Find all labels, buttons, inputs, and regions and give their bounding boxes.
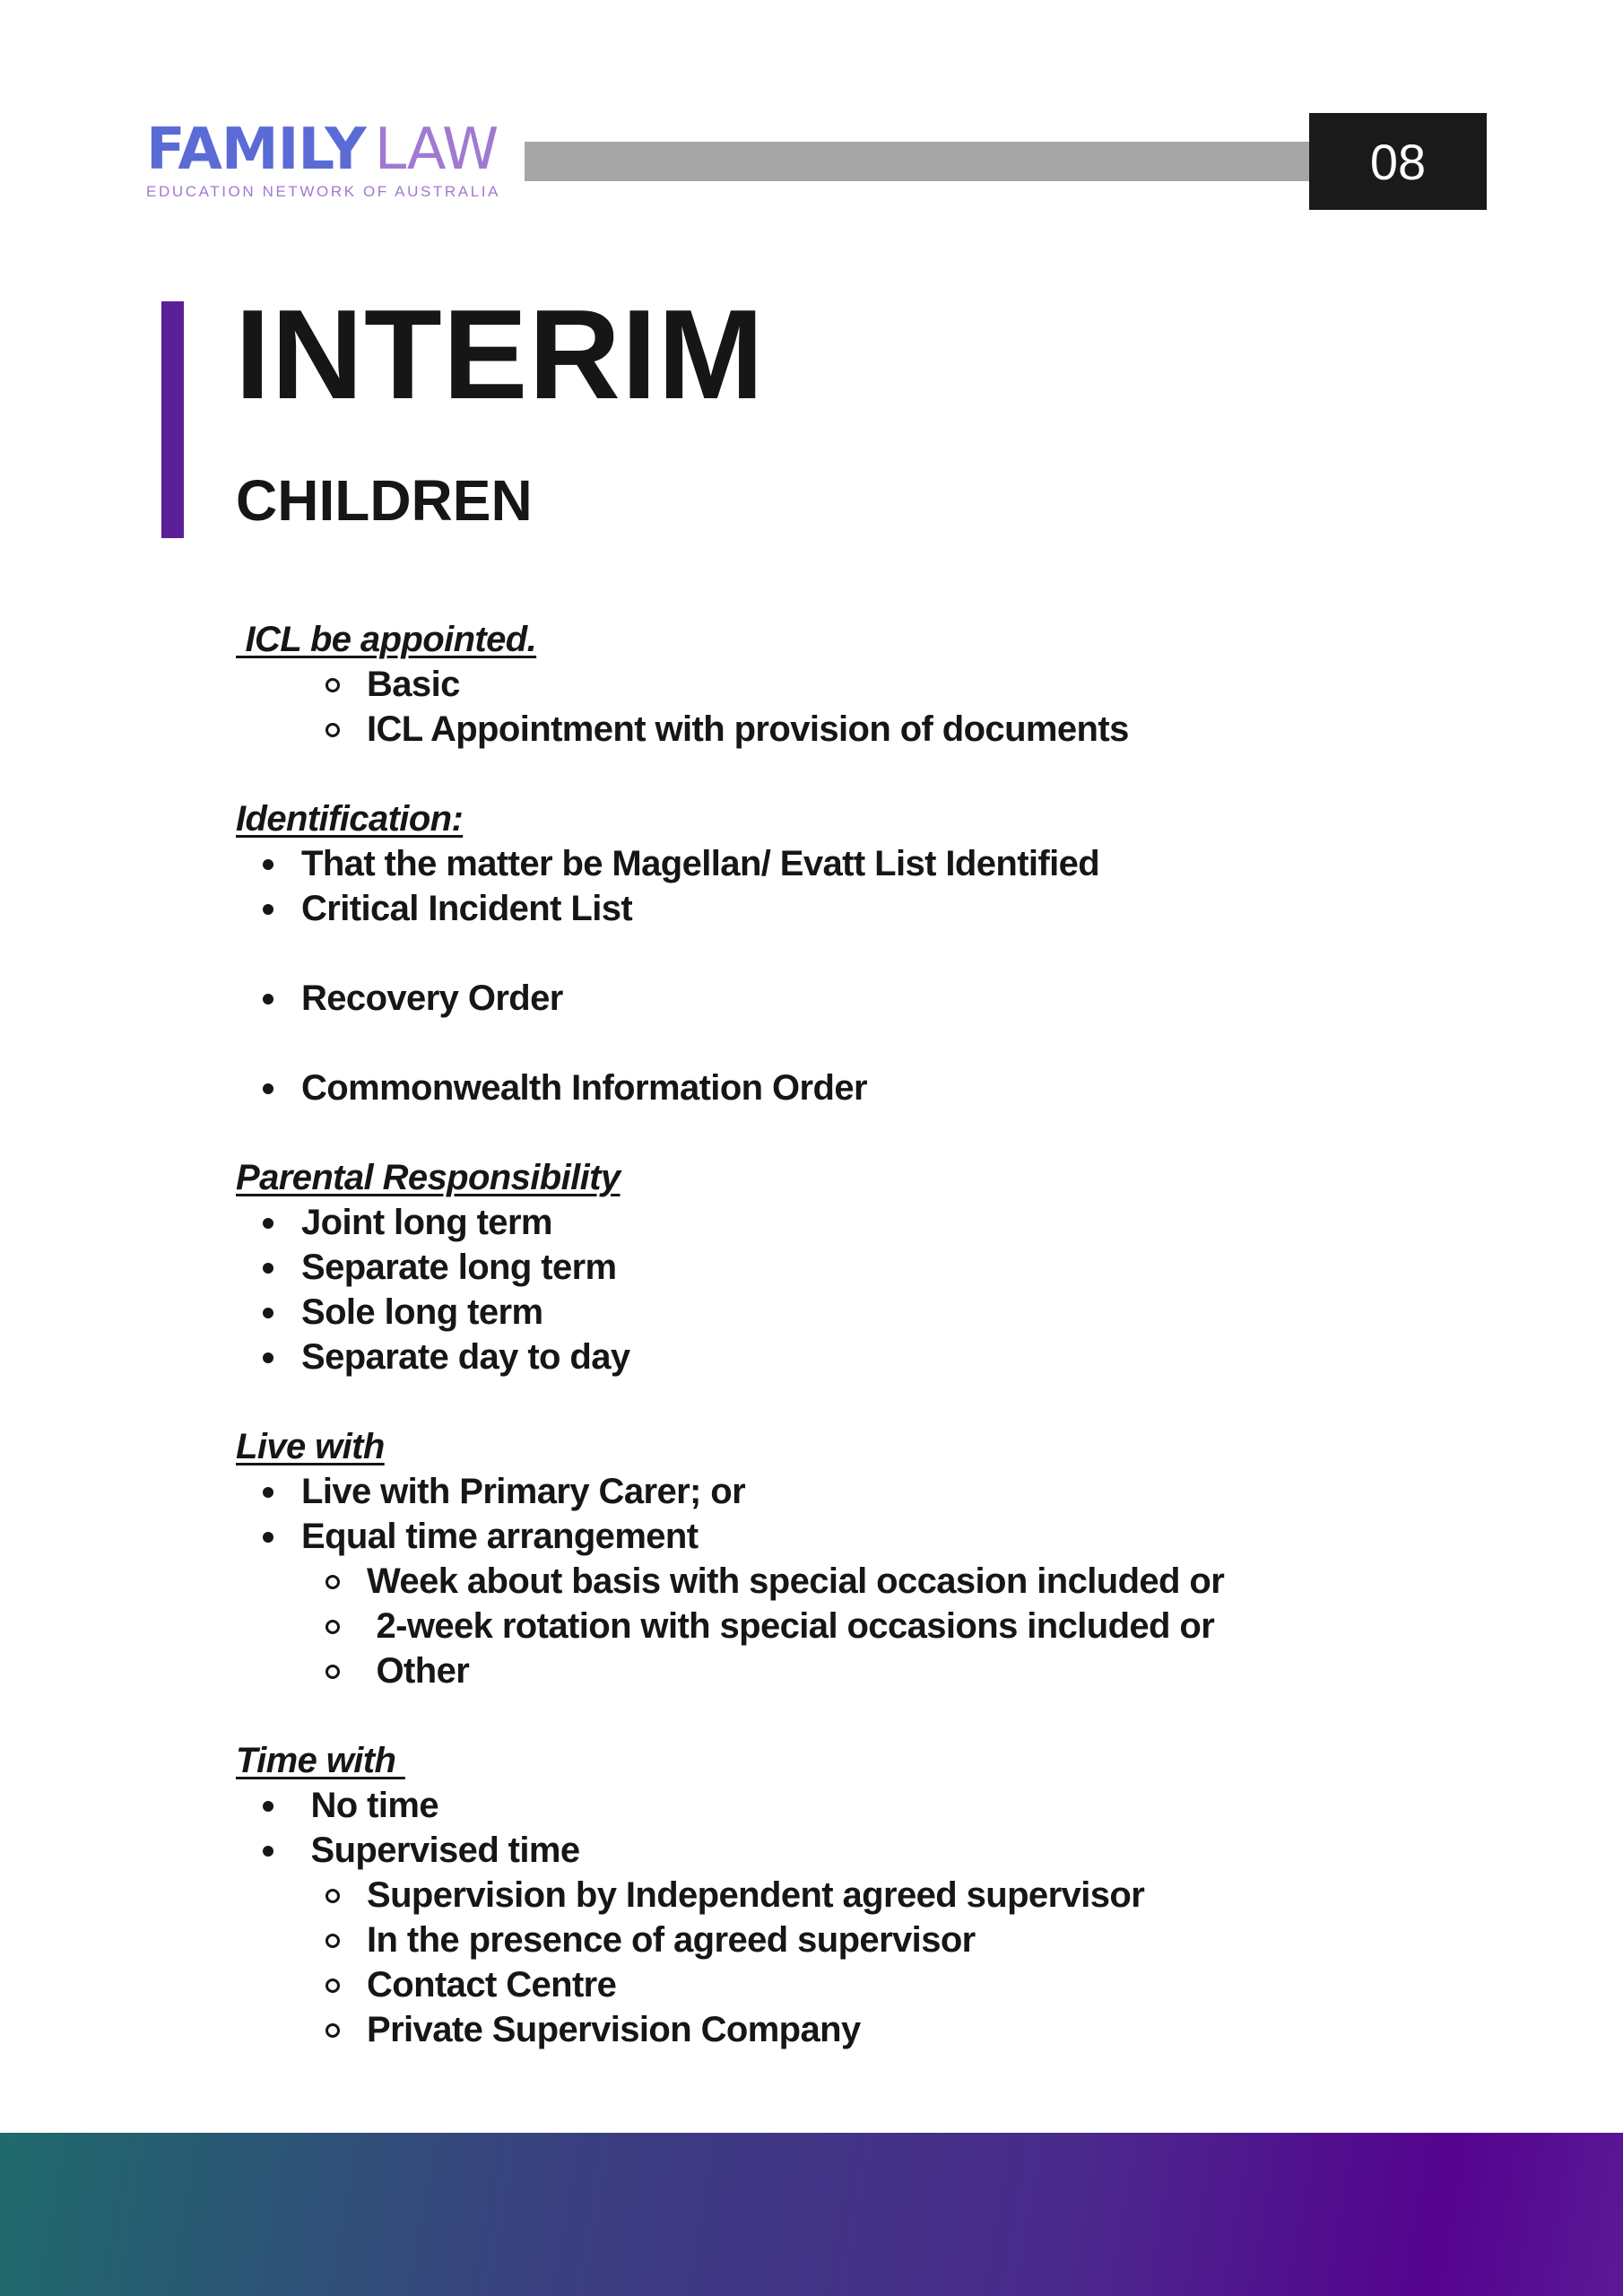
- list-item: ICL Appointment with provision of documents: [236, 707, 1402, 752]
- header-divider-bar: [525, 142, 1310, 181]
- section-heading-icl: ICL be appointed.: [236, 620, 537, 659]
- page-title: INTERIM: [235, 283, 765, 426]
- list-item: Other: [236, 1648, 1402, 1693]
- live-with-sub-list: [236, 1559, 1402, 1693]
- logo-word-law: LAW: [374, 117, 499, 183]
- title-accent-bar: [161, 301, 184, 538]
- list-item: In the presence of agreed supervisor: [236, 1918, 1402, 1962]
- time-with-sub-list: [236, 1873, 1402, 2052]
- list-item: Critical Incident List: [236, 886, 1402, 931]
- icl-options-list: [236, 662, 1402, 752]
- identification-list-continued: [236, 976, 1402, 1021]
- list-item: Sole long term: [236, 1290, 1402, 1335]
- list-item: Recovery Order: [236, 976, 1402, 1021]
- list-item: Joint long term: [236, 1200, 1402, 1245]
- identification-list: [236, 841, 1402, 931]
- section-heading-parental-responsibility: Parental Responsibility: [236, 1158, 621, 1197]
- section-heading-live-with: Live with: [236, 1427, 385, 1466]
- list-item: No time: [236, 1783, 1402, 1828]
- list-item: 2-week rotation with special occasions included or: [236, 1604, 1402, 1648]
- logo-wordmark: [146, 117, 523, 183]
- section-heading-identification: Identification:: [236, 799, 464, 839]
- list-item: That the matter be Magellan/ Evatt List Identified: [236, 841, 1402, 886]
- page-number: 08: [1309, 113, 1487, 210]
- list-item: Separate long term: [236, 1245, 1402, 1290]
- live-with-list: [236, 1469, 1402, 1559]
- list-item: Supervised time: [236, 1828, 1402, 1873]
- list-item: Commonwealth Information Order: [236, 1065, 1402, 1110]
- identification-list-continued: [236, 1065, 1402, 1110]
- list-item: Contact Centre: [236, 1962, 1402, 2007]
- document-body: [236, 617, 1402, 2052]
- list-item: Supervision by Independent agreed supervisor: [236, 1873, 1402, 1918]
- logo-word-family: FAMILY: [146, 117, 366, 183]
- list-item: Week about basis with special occasion included or: [236, 1559, 1402, 1604]
- parental-responsibility-list: [236, 1200, 1402, 1379]
- footer-gradient-band: [0, 2133, 1623, 2296]
- list-item: Equal time arrangement: [236, 1514, 1402, 1559]
- page-subtitle: CHILDREN: [236, 468, 533, 533]
- brand-logo: [146, 117, 523, 201]
- time-with-list: [236, 1783, 1402, 1873]
- section-heading-time-with: Time with: [236, 1741, 405, 1780]
- list-item: Separate day to day: [236, 1335, 1402, 1379]
- list-item: Private Supervision Company: [236, 2007, 1402, 2052]
- list-item: Basic: [236, 662, 1402, 707]
- logo-tagline: EDUCATION NETWORK OF AUSTRALIA: [146, 183, 501, 200]
- list-item: Live with Primary Carer; or: [236, 1469, 1402, 1514]
